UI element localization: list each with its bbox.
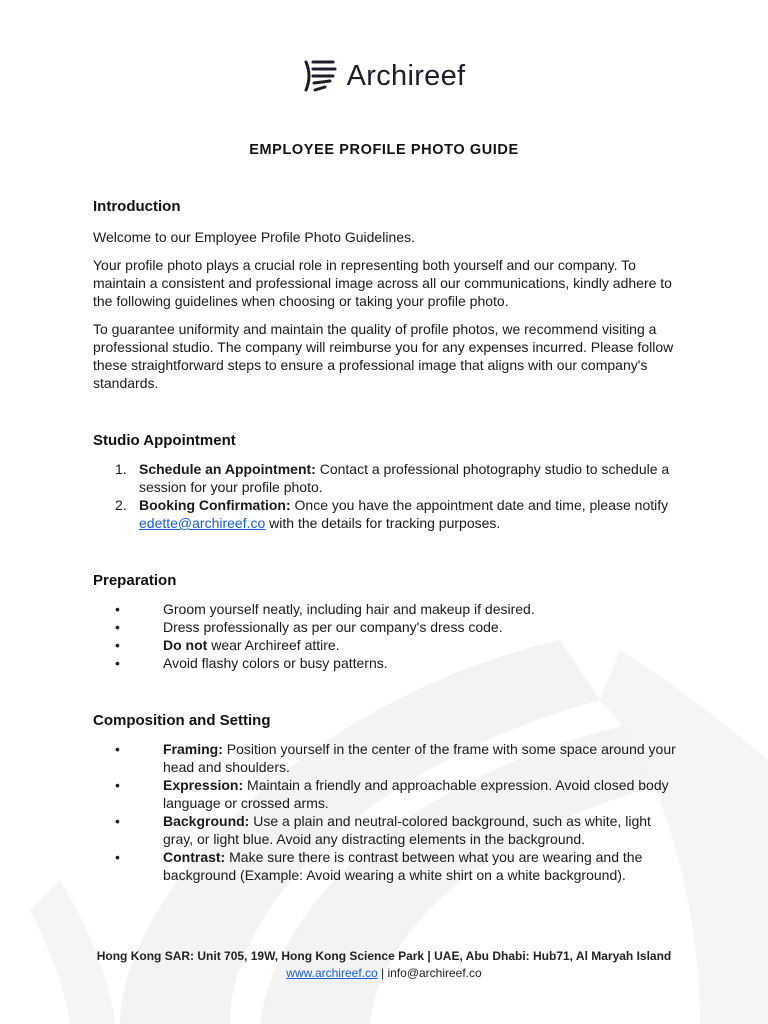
footer-separator: | xyxy=(377,966,388,980)
step-label: Booking Confirmation: xyxy=(139,497,291,513)
bullet-icon: • xyxy=(115,849,120,865)
intro-paragraph-1: Welcome to our Employee Profile Photo Guidelines. xyxy=(93,229,415,245)
step-text: with the details for tracking purposes. xyxy=(265,515,501,531)
preparation-heading: Preparation xyxy=(93,572,177,589)
composition-heading: Composition and Setting xyxy=(93,712,271,729)
step-number: 2. xyxy=(115,497,127,513)
list-item: • Do not wear Archireef attire. xyxy=(115,637,340,653)
bullet-icon: • xyxy=(115,777,120,793)
notification-email-link[interactable]: edette@archireef.co xyxy=(139,515,266,531)
intro-paragraph-2: Your profile photo plays a crucial role in representing both yourself and our company. To maintain a consistent and professional image across all our communications, kindly adhere to the following guidelines when choosing or taking your profile photo. xyxy=(93,257,672,309)
step-number: 1. xyxy=(115,461,127,477)
bullet-icon: • xyxy=(115,655,120,671)
archireef-logo-icon xyxy=(303,58,337,94)
list-item: • Expression: Maintain a friendly and approachable expression. Avoid closed body language or crossed arms. xyxy=(115,777,669,811)
studio-appointment-heading: Studio Appointment xyxy=(93,432,236,449)
list-item xyxy=(93,460,683,496)
footer-contact xyxy=(0,965,768,982)
bullet-icon: • xyxy=(115,619,120,635)
list-item: • Framing: Position yourself in the center of the frame with some space around your head and shoulders. xyxy=(115,741,676,775)
footer-email: info@archireef.co xyxy=(387,966,482,980)
bullet-icon: • xyxy=(115,637,120,653)
list-item xyxy=(93,496,683,532)
bullet-icon: • xyxy=(115,601,120,617)
brand-name: Archireef xyxy=(346,59,466,92)
step-text: Once you have the appointment date and time, please notify xyxy=(290,497,669,513)
studio-steps-list xyxy=(93,460,683,532)
step-label: Schedule an Appointment: xyxy=(139,461,316,477)
list-item: • Groom yourself neatly, including hair and makeup if desired. xyxy=(115,601,535,617)
footer-address: Hong Kong SAR: Unit 705, 19W, Hong Kong Science Park | UAE, Abu Dhabi: Hub71, Al Maryah Island xyxy=(96,949,672,963)
list-item: • Contrast: Make sure there is contrast between what you are wearing and the background (Example: Avoid wearing a white shirt on a white background). xyxy=(115,849,643,883)
document-title: EMPLOYEE PROFILE PHOTO GUIDE xyxy=(249,142,519,158)
preparation-list xyxy=(93,600,683,672)
document-body xyxy=(93,198,683,884)
composition-list xyxy=(93,740,683,884)
website-link[interactable]: www.archireef.co xyxy=(286,966,378,980)
bullet-icon: • xyxy=(115,741,120,757)
brand-logo xyxy=(0,58,768,99)
page-footer xyxy=(0,948,768,982)
introduction-heading: Introduction xyxy=(93,198,181,215)
list-item: • Avoid flashy colors or busy patterns. xyxy=(115,655,388,671)
list-item: • Background: Use a plain and neutral-colored background, such as white, light gray, or light blue. Avoid any distracting elements in the background. xyxy=(115,813,651,847)
list-item: • Dress professionally as per our company's dress code. xyxy=(115,619,503,635)
intro-paragraph-3: To guarantee uniformity and maintain the quality of profile photos, we recommend visiting a professional studio. The company will reimburse you for any expenses incurred. Please follow these straightforward steps to ensure a professional image that aligns with our company's standards. xyxy=(93,321,674,391)
step-text: Contact a professional photography studio to schedule a session for your profile photo. xyxy=(139,461,670,495)
bullet-icon: • xyxy=(115,813,120,829)
